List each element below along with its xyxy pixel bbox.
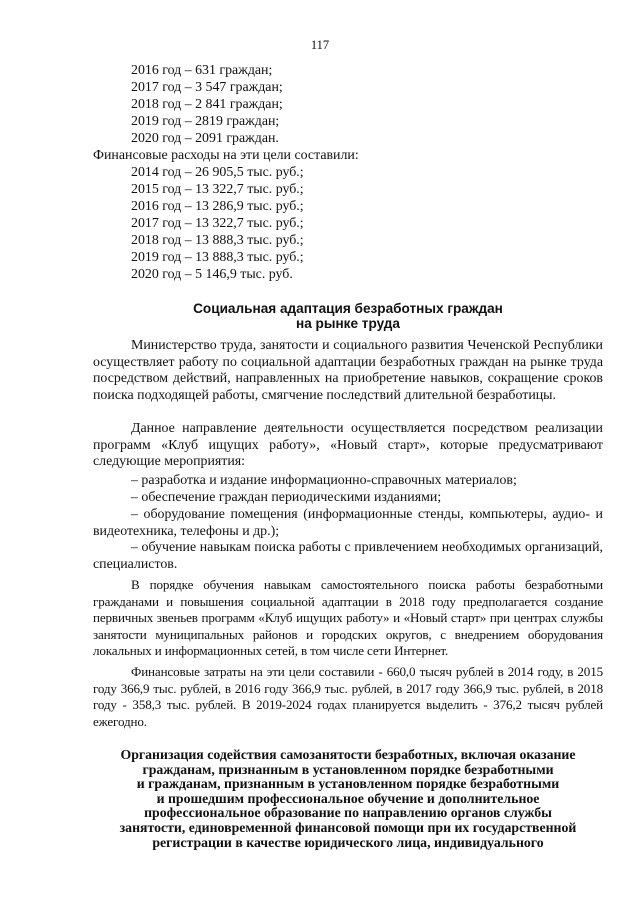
citizens-list-item: 2019 год – 2819 граждан; <box>131 114 280 129</box>
measure-item: – разработка и издание информационно-справочных материалов; <box>131 473 517 488</box>
heading-line: на рынке труда <box>295 315 400 331</box>
heading-line: и прошедшим профессиональное обучение и дополнительное <box>156 790 540 806</box>
paragraph-programs: Данное направление деятельности осуществляется посредством реализации программ «Клуб ищущих работу», «Новый старт», которые предусматривают следующие мероприятия: <box>93 421 603 469</box>
heading-line: Организация содействия самозанятости безработных, включая оказание <box>120 747 576 762</box>
citizens-list-item: 2018 год – 2 841 граждан; <box>131 97 283 112</box>
measure-item: – обеспечение граждан периодическими изданиями; <box>131 490 442 505</box>
finance-intro: Финансовые расходы на эти цели составили: <box>93 148 359 163</box>
finance-list-item: 2018 год – 13 888,3 тыс. руб.; <box>131 233 304 248</box>
citizens-list-item: 2017 год – 3 547 граждан; <box>131 80 283 95</box>
page-number: 117 <box>310 38 330 52</box>
heading-line: и гражданам, признанным в установленном порядке безработными <box>136 776 560 792</box>
heading-line: гражданам, признанным в установленном порядке безработными <box>142 761 554 777</box>
heading-line: Социальная адаптация безработных граждан <box>193 301 503 316</box>
paragraph-ministry: Министерство труда, занятости и социального развития Чеченской Республики осуществляет работу по социальной адаптации безработных граждан на рынке труда посредством действий, направленных на приобретение навыков, сокращение сроков поиска подходящей работы, смягчение последствий длительной безработицы. <box>93 338 603 403</box>
finance-list-item: 2017 год – 13 322,7 тыс. руб.; <box>131 216 304 231</box>
paragraph-costs: Финансовые затраты на эти цели составили - 660,0 тысяч рублей в 2014 году, в 2015 году 366,9 тыс. рублей, в 2016 году 366,9 тыс. рублей, в 2017 году 366,9 тыс. рублей, в 2018 году - 358,3 тыс. рублей. В 2019-2024 годах планируется выделить - 376,2 тысяч рублей ежегодно. <box>93 664 603 729</box>
measure-item: – обучение навыкам поиска работы с привлечением необходимых организаций, специалистов. <box>93 540 603 572</box>
heading-line: регистрации в качестве юридического лица, индивидуального <box>152 834 544 850</box>
section-heading-self-employment <box>80 748 616 850</box>
heading-line: занятости, единовременной финансовой помощи при их государственной <box>119 819 577 835</box>
heading-line: профессиональное образование по направлению органов службы <box>144 805 552 821</box>
finance-list-item: 2016 год – 13 286,9 тыс. руб.; <box>131 199 304 214</box>
finance-list-item: 2020 год – 5 146,9 тыс. руб. <box>131 267 293 282</box>
measure-item: – оборудование помещения (информационные стенды, компьютеры, аудио- и видеотехника, телефоны и др.); <box>93 507 603 539</box>
finance-list-item: 2019 год – 13 888,3 тыс. руб.; <box>131 250 304 265</box>
finance-list-item: 2014 год – 26 905,5 тыс. руб.; <box>131 165 304 180</box>
section-heading-social-adaptation <box>93 302 603 331</box>
paragraph-training: В порядке обучения навыкам самостоятельного поиска работы безработными гражданами и повышения социальной адаптации в 2018 году предполагается создание первичных звеньев программ «Клуб ищущих работу» и «Новый старт» при центрах службы занятости муниципальных районов и городских округов, с внедрением оборудования локальных и информационных сетей, в том числе сети Интернет. <box>93 577 603 658</box>
finance-list-item: 2015 год – 13 322,7 тыс. руб.; <box>131 182 304 197</box>
citizens-list-item: 2020 год – 2091 граждан. <box>131 131 279 146</box>
citizens-list-item: 2016 год – 631 граждан; <box>131 63 273 78</box>
